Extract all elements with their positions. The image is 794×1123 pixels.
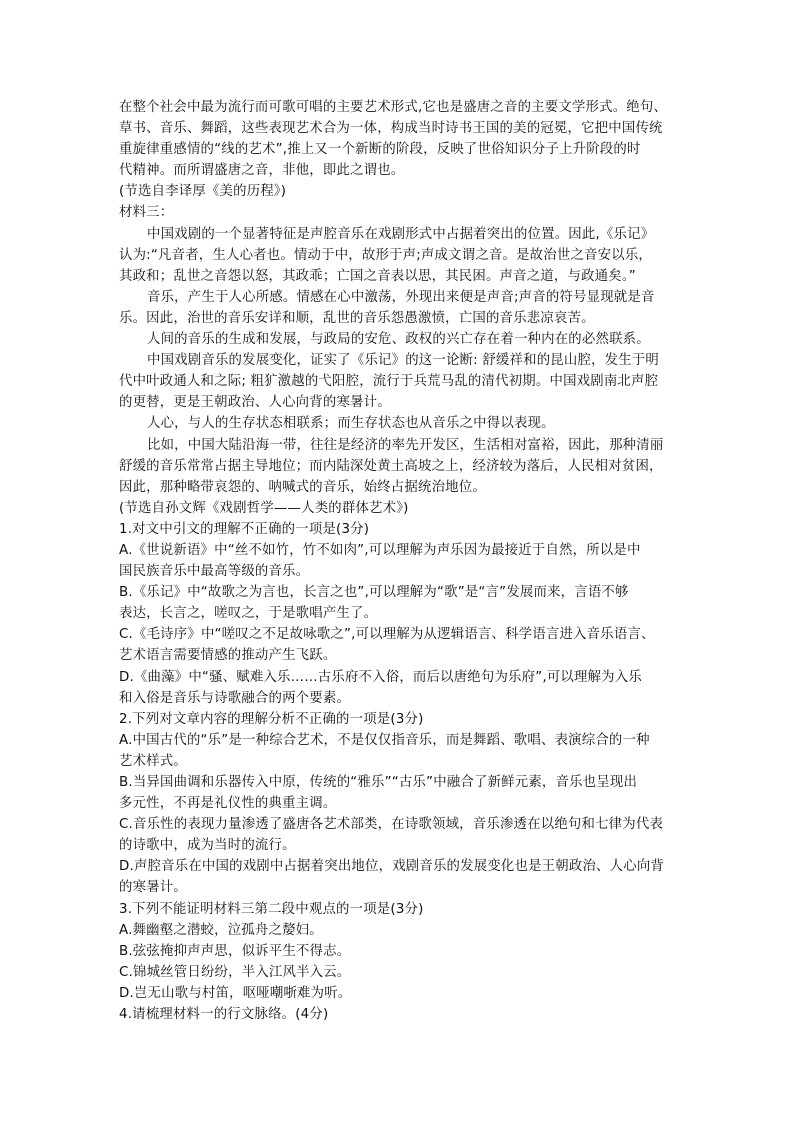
answer-option: A.舞幽壑之潜蛟，泣孤舟之嫠妇。 xyxy=(119,922,323,938)
body-line: 草书、音乐、舞蹈，这些表现艺术合为一体，构成当时诗书王国的美的冠冕，它把中国传统 xyxy=(119,121,663,137)
answer-option: C.音乐性的表现力量渗透了盛唐各艺术部类，在诗歌领域，音乐渗透在以绝句和七律为代表 xyxy=(119,817,664,833)
answer-option: A.《世说新语》中“丝不如竹，竹不如肉”,可以理解为声乐因为最接近于自然，所以是中 xyxy=(119,542,641,558)
answer-option-continued: 的寒暑计。 xyxy=(119,880,187,896)
answer-option: D.声腔音乐在中国的戏剧中占据着突出地位，戏剧音乐的发展变化也是王朝政治、人心向背 xyxy=(119,859,664,875)
answer-option-continued: 艺术语言需要情感的推动产生飞跃。 xyxy=(119,648,337,664)
body-line: 在整个社会中最为流行而可歌可唱的主要艺术形式,它也是盛唐之音的主要文学形式。绝句、 xyxy=(119,100,668,115)
answer-option: C.《毛诗序》中“嗟叹之不足故咏歌之”,可以理解为从逻辑语言、科学语言进入音乐语言、 xyxy=(119,627,655,643)
answer-option-continued: 表达，长言之，嗟叹之，于是歌唱产生了。 xyxy=(119,606,378,622)
answer-option-continued: 的诗歌中，成为当时的流行。 xyxy=(119,838,296,854)
question-stem: 4.请梳理材料一的行文脉络。(4分) xyxy=(119,1007,329,1023)
answer-option: D.《曲藻》中“骚、赋难入乐……古乐府不入俗，而后以唐绝句为乐府”,可以理解为入乐 xyxy=(119,669,642,685)
question-stem: 1.对文中引文的理解不正确的一项是(3分) xyxy=(119,521,370,537)
body-line: 代中叶政通人和之际; 粗犷激越的弋阳腔，流行于兵荒马乱的清代初期。中国戏剧南北声腔 xyxy=(119,374,659,390)
body-line: 其政和；乱世之音怨以怒，其政乖；亡国之音表以思，其民困。声音之道，与政通矣。” xyxy=(119,268,636,284)
answer-option-continued: 和入俗是音乐与诗歌融合的两个要素。 xyxy=(119,690,351,706)
paragraph-line: 人间的音乐的生成和发展，与政局的安危、政权的兴亡存在着一种内在的必然联系。 xyxy=(147,332,650,348)
answer-option-continued: 艺术样式。 xyxy=(119,753,187,769)
paragraph-line: 中国戏剧音乐的发展变化，证实了《乐记》的这一论断: 舒缓祥和的昆山腔，发生于明 xyxy=(147,353,660,369)
body-line: 舒缓的音乐常常占据主导地位；而内陆深处黄土高坡之上，经济较为落后，人民相对贫困， xyxy=(119,458,663,474)
body-line: 乐。因此，治世的音乐安详和顺，乱世的音乐怨愚激愤，亡国的音乐悲凉哀苦。 xyxy=(119,310,595,326)
answer-option: C.锦城丝管日纷纷，半入江风半入云。 xyxy=(119,964,351,980)
body-line: 重旋律重感情的“线的艺术”,推上又一个新断的阶段，反映了世俗知识分子上升阶段的时 xyxy=(119,142,641,158)
answer-option-continued: 多元性，不再是礼仪性的典重主调。 xyxy=(119,796,337,812)
paragraph-line: 中国戏剧的一个显著特征是声腔音乐在戏剧形式中占据着突出的位置。因此,《乐记》 xyxy=(147,226,655,242)
paragraph-line: 音乐，产生于人心所感。情感在心中激荡，外现出来便是声音;声音的符号显现就是音 xyxy=(147,289,655,305)
answer-option: A.中国古代的“乐”是一种综合艺术，不是仅仅指音乐，而是舞蹈、歌唱、表演综合的一种 xyxy=(119,732,650,748)
question-stem: 3.下列不能证明材料三第二段中观点的一项是(3分) xyxy=(119,901,424,917)
section-heading: 材料三： xyxy=(119,205,174,221)
body-line: 因此，那种略带哀怨的、呐喊式的音乐，始终占据统治地位。 xyxy=(119,479,486,495)
body-line: 认为:“凡音者，生人心者也。情动于中，故形于声;声成文谓之音。是故治世之音安以乐， xyxy=(119,247,653,263)
paragraph-line: 比如，中国大陆沿海一带，往往是经济的率先开发区，生活相对富裕，因此，那种清丽 xyxy=(147,437,664,453)
answer-option: B.弦弦掩抑声声思，似诉平生不得志。 xyxy=(119,943,351,959)
body-line: 代精神。而所谓盛唐之音，非他，即此之谓也。 xyxy=(119,163,405,179)
answer-option: B.当异国曲调和乐器传入中原，传统的“雅乐”“古乐”中融合了新鲜元素，音乐也呈现出 xyxy=(119,775,638,790)
answer-option-continued: 国民族音乐中最高等级的音乐。 xyxy=(119,564,310,580)
source-citation: (节选自李译厚《美的历程》) xyxy=(119,184,287,200)
source-citation: (节选自孙文辉《戏剧哲学——人类的群体艺术》) xyxy=(119,500,409,516)
body-line: 的更替，更是王朝政治、人心向背的寒暑计。 xyxy=(119,395,391,411)
answer-option: B.《乐记》中“故歌之为言也，长言之也”,可以理解为“歌”是“言”发展而来，言语不够 xyxy=(119,585,629,601)
document-body xyxy=(119,97,683,1025)
question-stem: 2.下列对文章内容的理解分析不正确的一项是(3分) xyxy=(119,711,424,727)
paragraph-line: 人心，与人的生存状态相联系；而生存状态也从音乐之中得以表现。 xyxy=(147,416,555,432)
answer-option: D.岂无山歌与村笛，呕哑嘲哳难为听。 xyxy=(119,985,352,1001)
